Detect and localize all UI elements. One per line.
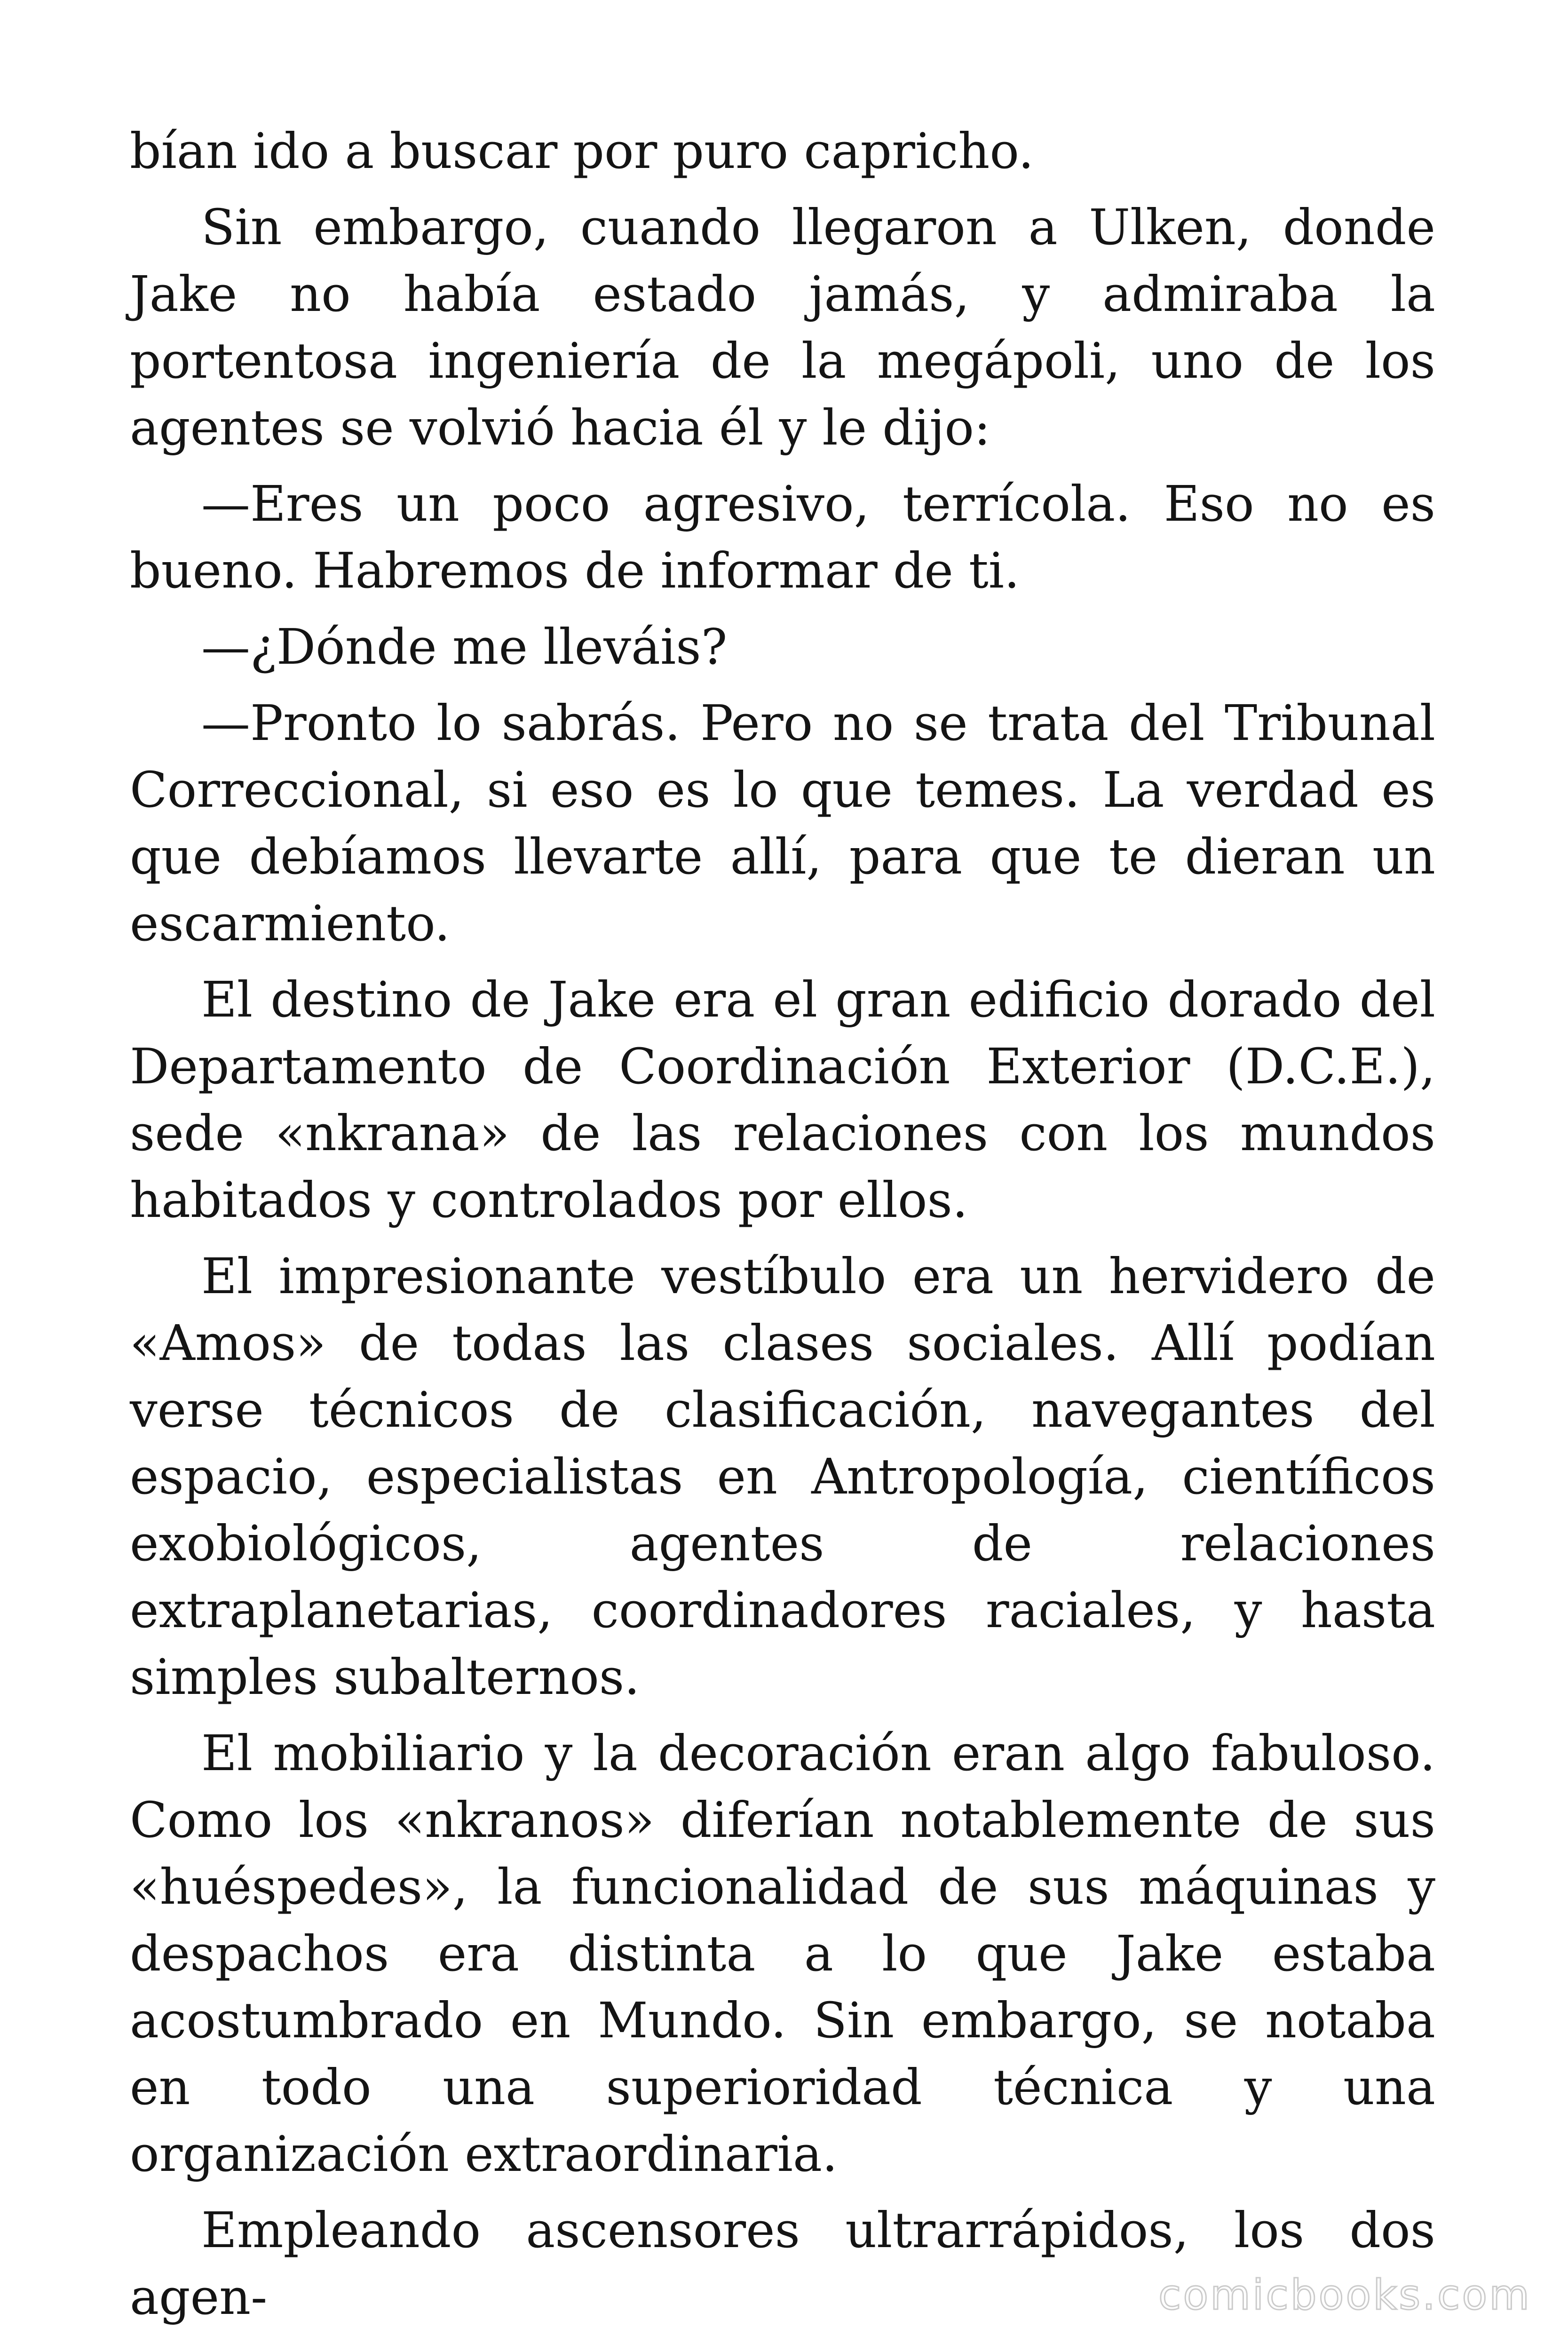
body-text bbox=[130, 118, 1435, 2340]
paragraph-continuation: bían ido a buscar por puro capricho. bbox=[130, 122, 1034, 180]
paragraph: El destino de Jake era el gran edificio dorado del Departamento de Coordinación Exterior (D.C.E.), sede «nkrana» de las relaciones con los mundos habitados y controlados por ellos. bbox=[130, 971, 1435, 1229]
paragraph: Sin embargo, cuando llegaron a Ulken, donde Jake no había estado jamás, y admiraba la portentosa ingeniería de la megápoli, uno de los agentes se volvió hacia él y le dijo: bbox=[130, 199, 1435, 456]
dialogue-paragraph: —Pronto lo sabrás. Pero no se trata del Tribunal Correccional, si eso es lo que temes. La verdad es que debíamos llevarte allí, para que te dieran un escarmiento. bbox=[130, 694, 1435, 952]
watermark: comicbooks.com bbox=[1158, 2271, 1531, 2319]
paragraph: El impresionante vestíbulo era un hervidero de «Amos» de todas las clases sociales. Allí podían verse técnicos de clasificación, navegantes del espacio, especialistas en Antropología, científicos exobiológicos, agentes de relaciones extraplanetarias, coordinadores raciales, y hasta simples subalternos. bbox=[130, 1248, 1435, 1706]
paragraph: Empleando ascensores ultrarrápidos, los dos agen- bbox=[130, 2201, 1435, 2326]
dialogue-paragraph: —Eres un poco agresivo, terrícola. Eso no es bueno. Habremos de informar de ti. bbox=[130, 475, 1435, 599]
dialogue-paragraph: —¿Dónde me lleváis? bbox=[201, 618, 728, 675]
paragraph: El mobiliario y la decoración eran algo fabuloso. Como los «nkranos» diferían notablemente de sus «huéspedes», la funcionalidad de sus máquinas y despachos era distinta a lo que Jake estaba acostumbrado en Mundo. Sin embargo, se notaba en todo una superioridad técnica y una organización extraordinaria. bbox=[130, 1724, 1435, 2183]
